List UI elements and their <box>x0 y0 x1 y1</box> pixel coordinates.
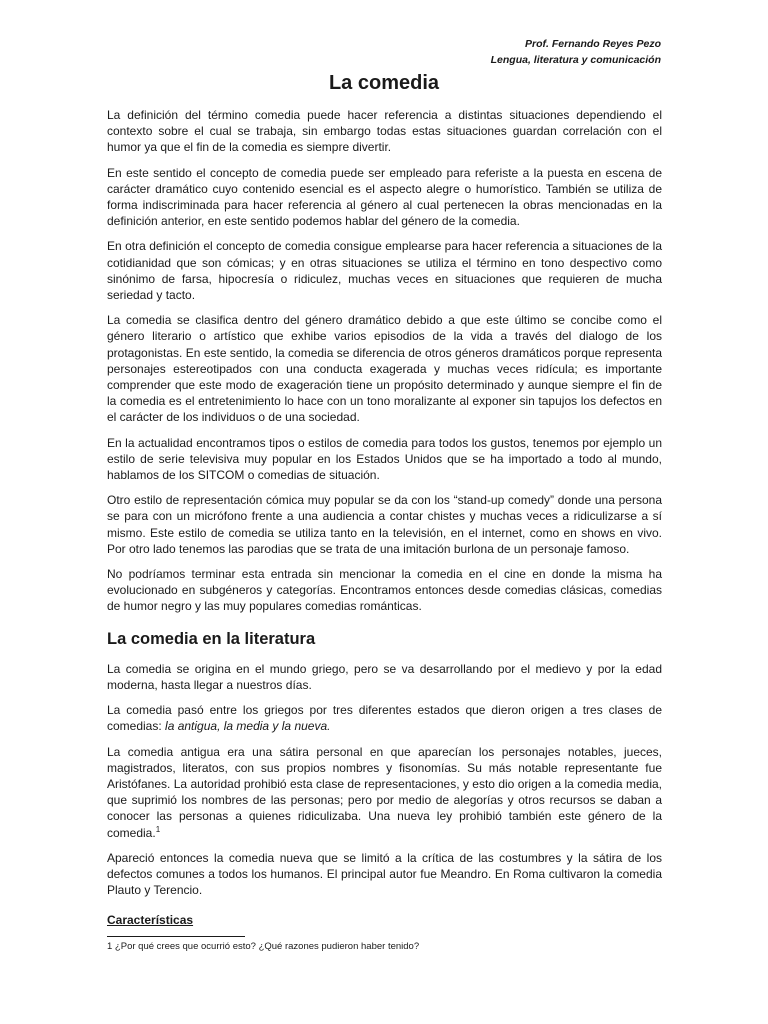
footnote-divider <box>107 936 245 937</box>
author-name: Prof. Fernando Reyes Pezo <box>525 38 661 50</box>
paragraph: La comedia se origina en el mundo griego, pero se va desarrollando por el medievo y por la edad moderna, hasta llegar a nuestros días. <box>107 661 662 692</box>
footnote-text: ¿Por qué crees que ocurrió esto? ¿Qué razones pudieron haber tenido? <box>112 941 420 952</box>
paragraph: La comedia se clasifica dentro del género dramático debido a que este último se concibe como el género literario o artístico que exhibe varios episodios de la vida a través del dialogo de los protagonistas. En este sentido, la comedia se diferencia de otros géneros dramáticos porque representa personajes estereotipados con una conducta exagerada y muchas veces ridícula; es importante comprender que este modo de exageración tiene un propósito determinado y aunque siempre el fin de la comedia es el entretenimiento lo hace con un tono moralizante al exponer sin tapujos los defectos en el carácter de los individuos o de una sociedad. <box>107 313 662 425</box>
paragraph: En la actualidad encontramos tipos o estilos de comedia para todos los gustos, tenemos por ejemplo un estilo de serie televisiva muy popular en los Estados Unidos que se ha importado a todo al mundo, hablamos de los SITCOM o comedias de situación. <box>107 435 662 483</box>
paragraph: No podríamos terminar esta entrada sin mencionar la comedia en el cine en donde la misma ha evolucionado en subgéneros y categorías. Encontramos entonces desde comedias clásicas, comedias de humor negro y las muy populares comedias románticas. <box>107 567 662 614</box>
subsection-heading: Características <box>107 913 194 928</box>
footnote <box>107 940 419 953</box>
italic-text: la antigua, la media y la nueva. <box>165 719 331 734</box>
course-name: Lengua, literatura y comunicación <box>490 54 661 66</box>
paragraph: En otra definición el concepto de comedia consigue emplearse para hacer referencia a situaciones de la cotidianidad que son cómicas; y en otras situaciones se utiliza el término en tono despectivo como sinónimo de farsa, hipocresía o ridiculez, muchas veces en situaciones que requieren de mucha seriedad y tacto. <box>107 239 662 303</box>
paragraph: La definición del término comedia puede hacer referencia a distintas situaciones dependiendo el contexto sobre el cual se trabaja, sin embargo todas estas situaciones guardan correlación con el humor ya que el fin de la comedia es siempre divertir. <box>107 108 662 155</box>
paragraph <box>107 702 662 734</box>
paragraph <box>107 744 662 841</box>
page-header <box>491 36 661 68</box>
footnote-number: 1 <box>107 941 113 952</box>
paragraph: En este sentido el concepto de comedia puede ser empleado para referiste a la puesta en escena de carácter dramático cuyo contenido esencial es el aspecto alegre o humorístico. También se utiliza de forma indiscriminada para hacer referencia al género al cual pertenecen la obras mencionadas en la definición anterior, en este sentido podemos hablar del género de la comedia. <box>107 165 662 229</box>
paragraph: Apareció entonces la comedia nueva que se limitó a la crítica de las costumbres y la sátira de los defectos comunes a todos los humanos. El principal autor fue Meandro. En Roma cultivaron la comedia Plauto y Terencio. <box>107 850 662 898</box>
document-title: La comedia <box>328 72 440 94</box>
document-body <box>107 107 662 929</box>
section-heading: La comedia en la literatura <box>107 629 316 648</box>
footnote-reference[interactable]: 1 <box>155 824 161 834</box>
paragraph-text: La comedia pasó entre los griegos por tres diferentes estados que dieron origen a tres clases de comedias: <box>107 703 662 734</box>
paragraph: Otro estilo de representación cómica muy popular se da con los “stand-up comedy” donde una persona se para con un micrófono frente a una audiencia a contar chistes y muchas veces a ridiculizarse a sí mismo. Este estilo de comedia se utiliza tanto en la televisión, en el internet, como en shows en vivo. Por otro lado tenemos las parodias que se trata de una imitación burlona de un personaje famoso. <box>107 493 662 556</box>
paragraph-text: La comedia antigua era una sátira personal en que aparecían los personajes notables, jueces, magistrados, literatos, con sus propios nombres y fisonomías. Su más notable representante fue Aristófanes. La autoridad prohibió esta clase de representaciones, y esto dio origen a la comedia media, que suprimió los nombres de las personas; pero por medio de alegorías y otros recursos se daban a conocer las personas a quienes ridiculizaba. Una nueva ley prohibió también este género de la comedia. <box>107 744 662 840</box>
